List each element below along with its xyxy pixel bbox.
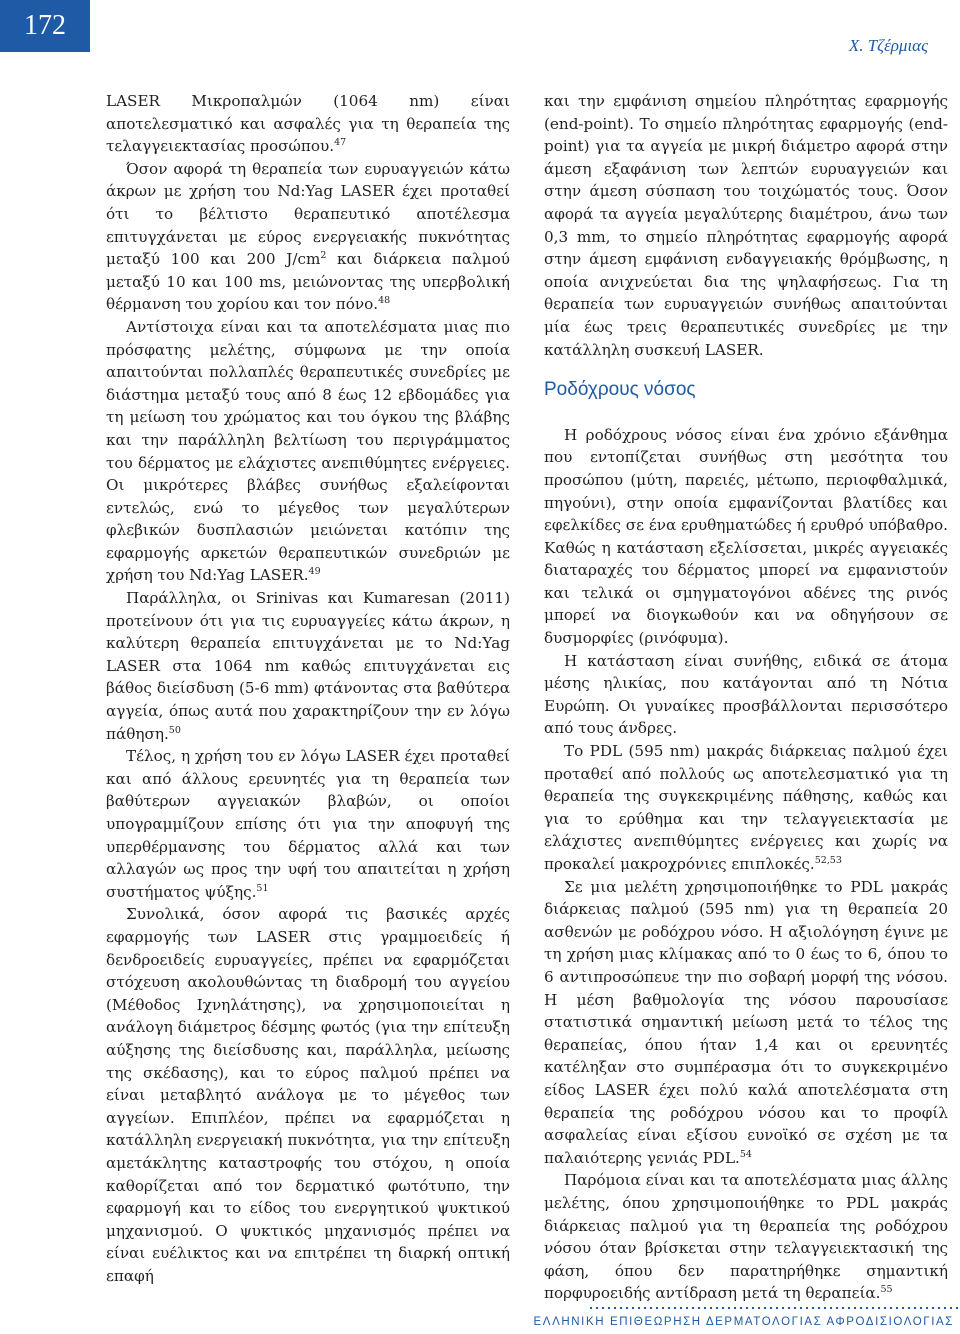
paragraph: Η ροδόχρους νόσος είναι ένα χρόνιο εξάνθημα που εντοπίζεται συνήθως στη μεσότητα του προσώπου (μύτη, παρειές, μέτωπο, περιοφθαλμικά, πηγούνι), στην οποία εμφανίζονται βλατίδες και εφελκίδες σε ένα ερυθηματώδες ή ερυθρό υπόβαθρο. Καθώς η κατάσταση εξελίσσεται, μικρές αγγειακές διαταραχές του δέρματος μπορεί να εμφανιστούν και τελικά οι σμηγματογόνοι αδένες της ρινός μπορεί να διογκωθούν και να οδηγήσουν σε δυσμορφίες (ρινόφυμα). xyxy=(544,425,949,648)
right-column xyxy=(544,90,948,1305)
reference-superscript: 51 xyxy=(256,882,269,894)
paragraph: Όσον αφορά τη θεραπεία των ευρυαγγειών κάτω άκρων με χρήση του Nd:Yag LASER έχει προταθεί ότι το βέλτιστο θεραπευτικό αποτέλεσμα επιτυγχάνεται με εύρος ενεργειακής πυκνότητας μεταξύ 100 και 200 $J/cm^2$ και διάρκεια παλμού μεταξύ 10 και 100 ms, μειώνοντας της υπερβολική θέρμανση του χορίου και τον πόνο.$^{48}$ xyxy=(106,159,510,314)
reference-superscript: 55 xyxy=(880,1284,893,1296)
page-number: 172 xyxy=(0,0,90,52)
journal-footer: ΕΛΛΗΝΙΚΗ ΕΠΙΘΕΩΡΗΣΗ ΔΕΡΜΑΤΟΛΟΓΙΑΣ ΑΦΡΟΔΙΣΙΟΛΟΓΙΑΣ xyxy=(533,1316,954,1328)
section-heading: Ροδόχρους νόσος xyxy=(544,379,696,401)
reference-superscript: 52,53 xyxy=(814,855,842,866)
paragraph: Παράλληλα, οι Srinivas και Kumaresan (2011) προτείνουν ότι για τις ευρυαγγείες κάτω άκρων, η καλύτερη θεραπεία επιτυγχάνεται με το Nd:Yag LASER στα 1064 nm καθώς επιτυγχάνεται εις βάθος διείσδυση (5-6 mm) φτάνοντας στα βαθύτερα αγγεία, όπως αυτά που χαρακτηρίζουν την εν λόγω πάθηση.$^{50}$ xyxy=(106,589,510,743)
paragraph: Συνολικά, όσον αφορά τις βασικές αρχές εφαρμογής των LASER στις γραμμοειδείς ή δενδροειδείς ευρυαγγείες, πρέπει να εφαρμόζεται στόχευση ακολουθώντας τη διαδρομή του αγγείου (Μέθοδος Ιχνηλάτησης), να χρησιμοποιείται η ανάλογη διάμετρος δέσμης φωτός (για την επίτευξη αύξησης της διείσδυσης και, παράλληλα, μείωσης της σκέδασης), και το εύρος παλμού πρέπει να είναι μεταβλητό ανάλογα με το μέγεθος των αγγείων. Επιπλέον, πρέπει να εφαρμόζεται η κατάλληλη ενεργειακή πυκνότητα, για την επίτευξη αμετάκλητης καταστροφής του στόχου, η οποία καθορίζεται από τον δερματικό φωτότυπο, την εφαρμογή και το είδος του ενεργητικού ψυκτικού μηχανισμού. Ο ψυκτικός μηχανισμός πρέπει να είναι ευέλικτος και να επιτρέπει τη διαρκή οπτική επαφή xyxy=(106,905,510,1285)
paragraph: Το PDL (595 nm) μακράς διάρκειας παλμού έχει προταθεί από πολλούς ως αποτελεσματικό για τη θεραπεία της συγκεκριμένης πάθησης, καθώς και για το ερύθημα και την τελαγγειεκτασία με ελάχιστες ανεπιθύμητες ενέργειες και χωρίς να προκαλεί μακροχρόνιες επιπλοκές.$^{52,53}$ xyxy=(544,742,948,873)
reference-superscript: 50 xyxy=(168,724,181,736)
reference-superscript: 54 xyxy=(739,1148,752,1160)
paragraph: και την εμφάνιση σημείου πληρότητας εφαρμογής (end-point). Το σημείο πληρότητας εφαρμογής (end-point) για τα αγγεία με μικρή διάμετρο αφορά στην άμεση εξαφάνιση των λεπτών ευρυαγγειών και στην άμεση σύσπαση του τοιχώματός τους. Όσον αφορά τα αγγεία μεγαλύτερης διαμέτρου, άνω των 0,3 mm, το σημείο πληρότητας εφαρμογής αφορά στην άμεση εμφάνιση ενδαγγειακής θρόμβωσης, η οποία ανιχνεύεται δια της ψηλαφήσεως. Για τη θεραπεία των ευρυαγγειών συνήθως απαιτούνται μία έως τρεις θεραπευτικές συνεδρίες με την κατάλληλη συσκευή LASER. xyxy=(544,92,948,359)
running-head-author: Χ. Τζέρμιας xyxy=(848,36,928,55)
paragraph: Σε μια μελέτη χρησιμοποιήθηκε το PDL μακράς διάρκειας παλμού (595 nm) για τη θεραπεία 20 ασθενών με ροδόχρου νόσο. Η αξιολόγηση έγινε με τη χρήση μιας κλίμακας από το 0 έως το 6, όπου το 6 αντιπροσώπευε την πιο σοβαρή μορφή της νόσου. Η μέση βαθμολογία της νόσου παρουσίασε στατιστικά σημαντική μείωση μετά το τέλος της θεραπείας, όπου ήταν 1,4 και οι ερευνητές κατέληξαν στο συμπέρασμα ότι το συγκεκριμένο είδος LASER έχει πολύ καλά αποτελέσματα στη θεραπεία της ροδόχρου νόσου και το προφίλ ασφαλείας είναι εξίσου ευνοϊκό σε σχέση με τα παλαιότερης γενιάς PDL.$^{54}$ xyxy=(544,877,948,1167)
superscript: 2 xyxy=(320,250,327,262)
reference-superscript: 48 xyxy=(378,295,391,307)
left-column xyxy=(106,90,510,1287)
footer-dotted-rule xyxy=(588,1306,958,1310)
reference-superscript: 49 xyxy=(308,566,321,578)
paragraph: Παρόμοια είναι και τα αποτελέσματα μιας άλλης μελέτης, όπου χρησιμοποιήθηκε το PDL μακράς διάρκειας παλμού για τη θεραπεία της ροδόχρου νόσου όταν βρίσκεται στην τελαγγειεκτασική της φάση, όπου δεν παρατηρήθηκε σημαντική πορφυροειδής αντίδραση μετά τη θεραπεία.$^{55}$ xyxy=(544,1171,948,1303)
reference-superscript: 47 xyxy=(334,137,347,149)
paragraph: Αντίστοιχα είναι και τα αποτελέσματα μιας πιο πρόσφατης μελέτης, σύμφωνα με την οποία απαιτούνται πολλαπλές θεραπευτικές συνεδρίες με διάστημα μεταξύ τους από 8 έως 12 εβδομάδες για τη μείωση του χρώματος και του όγκου της βλάβης και την παράλληλη βελτίωση του περιγράμματος του δέρματος με ελάχιστες ανεπιθύμητες ενέργειες. Οι μικρότερες βλάβες συνήθως εξαλείφονται εντελώς, ενώ το μέγεθος των μεγαλύτερων φλεβικών δυσπλασιών μειώνεται κατόπιν της εφαρμογής αρκετών θεραπευτικών συνεδριών με χρήση του Nd:Yag LASER.$^{49}$ xyxy=(106,317,510,585)
paragraph: Η κατάσταση είναι συνήθης, ειδικά σε άτομα μέσης ηλικίας, που κατάγονται από τη Νότια Ευρώπη. Οι γυναίκες προσβάλλονται περισσότερο από τους άνδρες. xyxy=(544,651,948,738)
paragraph: LASER Μικροπαλμών (1064 nm) είναι αποτελεσματικό και ασφαλές για τη θεραπεία της τελαγγειεκτασίας προσώπου.$^{47}$ xyxy=(106,92,510,156)
paragraph: Τέλος, η χρήση του εν λόγω LASER έχει προταθεί και από άλλους ερευνητές για τη θεραπεία των βαθύτερων αγγειακών βλαβών, οι οποίοι υπογραμμίζουν επίσης ότι για την αποφυγή της υπερθέρμανσης του δέρματος αλλά και των αλλαγών ως προς την υφή του απαιτείται η χρήση συστήματος ψύξης.$^{51}$ xyxy=(106,747,510,901)
